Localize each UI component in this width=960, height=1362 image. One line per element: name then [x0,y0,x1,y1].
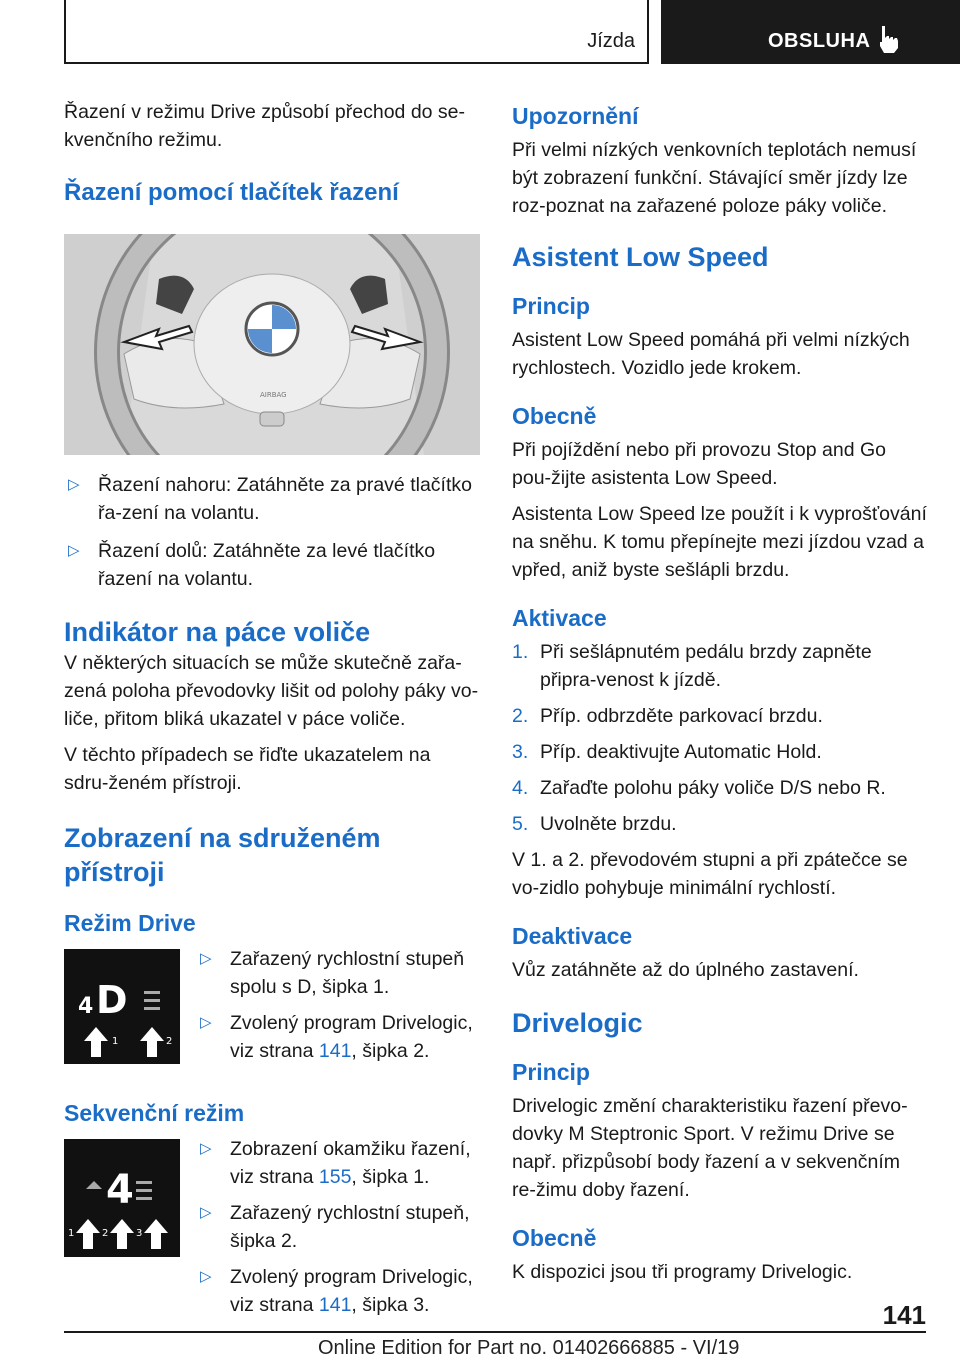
heading-low-speed: Asistent Low Speed [512,242,769,272]
steering-wheel-image [64,234,480,455]
triangle-bullet-icon: ▷ [200,950,212,967]
principle-text: Asistent Low Speed pomáhá při velmi nízkých rychlostech. Vozidlo jede krokem. [512,329,910,379]
deactivation-text: Vůz zatáhněte až do úplného zastavení. [512,959,859,981]
drivelogic-principle-text: Drivelogic změní charakteristiku řazení převo-dovky M Steptronic Sport. V režimu Drive se např. přizpůsobí body řazení a v sekvenčním re-žimu doby řazení. [512,1095,908,1201]
heading-sequential-mode: Sekvenční režim [64,1100,245,1126]
heading-drive-mode: Režim Drive [64,910,196,936]
triangle-bullet-icon: ▷ [200,1204,212,1221]
triangle-bullet-icon: ▷ [200,1268,212,1285]
sequential-mode-display-image [64,1139,180,1257]
heading-deactivation: Deaktivace [512,923,633,949]
bullet-seq-program: ▷ Zvolený program Drivelogic, viz strana 141, šipka 3. [196,1263,480,1319]
step-item: 5. Uvolněte brzdu. [512,813,677,835]
page-link-141[interactable]: 141 [318,1294,352,1316]
drive-mode-letter: D [96,978,128,1022]
header-chapter-title: OBSLUHA [768,30,871,52]
general-text-1: Při pojíždění nebo při provozu Stop and Go pou-žijte asistenta Low Speed. [512,439,886,489]
heading-cluster-display: Zobrazení na sdruženém přístroji [64,823,381,887]
heading-principle: Princip [512,293,590,319]
sequential-gear-number: 4 [106,1167,134,1213]
footer-edition: Online Edition for Part no. 01402666885 - VI/19 [318,1337,740,1359]
step-item: 1. Při sešlápnutém pedálu brzdy zapněte připra-venost k jízdě. [512,641,872,691]
seq-arrow-1: 1 [68,1228,75,1239]
bullet-drive-program: ▷ Zvolený program Drivelogic, viz strana 141, šipka 2. [196,1009,480,1065]
bullet-seq-shift-point: ▷ Zobrazení okamžiku řazení, viz strana 155, šipka 1. [196,1135,480,1191]
indicator-text-2: V těchto případech se řiďte ukazatelem na sdru-ženém přístroji. [64,744,431,794]
seq-arrow-2: 2 [102,1228,109,1239]
step-item: 4. Zařaďte polohu páky voliče D/S nebo R. [512,777,886,799]
right-column [512,102,928,1286]
header-chapter-box [661,0,960,64]
heading-shift-buttons: Řazení pomocí tlačítek řazení [64,179,399,206]
bullet-drive-gear: ▷ Zařazený rychlostní stupeň spolu s D, šipka 1. [196,945,480,1001]
intro-text: Řazení v režimu Drive způsobí přechod do se-kvenčního režimu. [64,101,466,151]
general-text-2: Asistenta Low Speed lze použít i k vyprošťování na sněhu. K tomu přepínejte mezi jízdou vzad a vpřed, aniž byste sešlápli brzdu. [512,503,927,581]
activation-note: V 1. a 2. převodovém stupni a při zpátečce se vo-zidlo pohybuje minimální rychlostí. [512,849,908,899]
bullet-shift-down: ▷ Řazení dolů: Zatáhněte za levé tlačítko řazení na volantu. [64,537,480,593]
activation-steps [512,638,928,838]
step-item: 2. Příp. odbrzděte parkovací brzdu. [512,705,823,727]
triangle-bullet-icon: ▷ [68,542,80,559]
triangle-bullet-icon: ▷ [68,476,80,493]
drive-gear-number: 4 [78,994,94,1019]
heading-indicator: Indikátor na páce voliče [64,617,371,647]
airbag-label: AIRBAG [260,391,287,399]
hand-pointer-icon [878,24,904,54]
step-item: 3. Příp. deaktivujte Automatic Hold. [512,741,822,763]
seq-arrow-3: 3 [136,1228,143,1239]
drive-mode-display-image [64,949,180,1064]
triangle-bullet-icon: ▷ [200,1014,212,1031]
left-column [64,98,480,1329]
drivelogic-general-text: K dispozici jsou tři programy Drivelogic. [512,1261,853,1283]
heading-general: Obecně [512,403,597,429]
heading-warning: Upozornění [512,103,639,129]
drive-arrow-2: 2 [166,1036,173,1047]
warning-text: Při velmi nízkých venkovních teplotách nemusí být zobrazení funkční. Stávající směr jízdy lze roz-poznat na zařazené poloze páky voliče. [512,139,917,217]
heading-drivelogic: Drivelogic [512,1008,643,1038]
heading-general-2: Obecně [512,1225,597,1251]
indicator-text-1: V některých situacích se může skutečně zařa-zená poloha převodovky lišit od polohy páky vo-liče, přitom bliká ukazatel v páce voliče. [64,652,479,730]
page-number: 141 [882,1300,926,1330]
bullet-shift-up: ▷ Řazení nahoru: Zatáhněte za pravé tlačítko řa-zení na volantu. [64,471,480,527]
drive-arrow-1: 1 [112,1036,119,1047]
page-link-155[interactable]: 155 [318,1166,352,1188]
heading-principle-2: Princip [512,1059,590,1085]
bullet-seq-gear: ▷ Zařazený rychlostní stupeň, šipka 2. [196,1199,480,1255]
page-link-141[interactable]: 141 [318,1040,352,1062]
header-section-box [64,0,649,64]
heading-activation: Aktivace [512,605,607,631]
header-section-title: Jízda [587,30,635,52]
triangle-bullet-icon: ▷ [200,1140,212,1157]
footer-divider [64,1331,926,1333]
